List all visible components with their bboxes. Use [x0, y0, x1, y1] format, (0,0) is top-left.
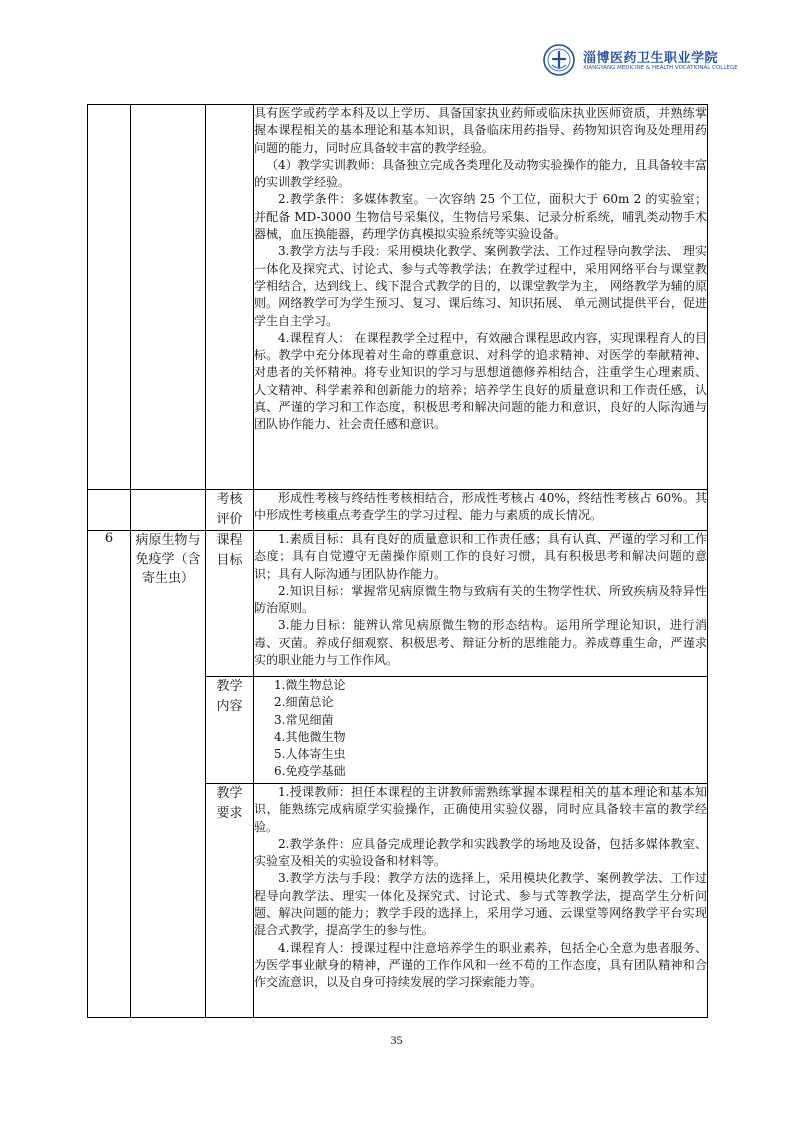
assessment-text [254, 490, 708, 531]
page-number: 35 [390, 1033, 403, 1047]
school-logo [543, 44, 738, 78]
list-item: 1.微生物总论 [274, 678, 346, 692]
course-name: 病原生物与免疫学（含寄生虫） [131, 531, 206, 1018]
paragraph: （4）教学实训教师：具备独立完成各类理化及动物实验操作的能力，且具备较丰富的实训教学经验。 [254, 157, 707, 190]
paragraph: 2.知识目标：掌握常见病原微生物与致病有关的生物学性状、所致疾病及特异性防治原则。 [254, 583, 707, 616]
curriculum-table [87, 104, 708, 1018]
paragraph: 1.素质目标：具有良好的质量意识和工作责任感；具有认真、严谨的学习和工作态度；具有自觉遵守无菌操作原则工作的良好习惯，具有积极思考和解决问题的意识；具有人际沟通与团队协作能力。 [254, 532, 707, 581]
list-item: 2.细菌总论 [274, 695, 334, 710]
paragraph: 3.教学方法与手段：采用模块化教学、案例教学法、工作过程导向教学法、 理实一体化及探究式、讨论式、参与式等教学法；在教学过程中，采用网络平台与课堂教学相结合，达到线上、线下混合式教学的目的，以课堂教学为主， 网络教学为辅的原则。网络教学可为学生预习、复习、课后练习、知识拓展、 单元测试提供平台，促进学生自主学习。 [254, 244, 707, 328]
paragraph: 4.课程育人： 在课程教学全过程中，有效融合课程思政内容，实现课程育人的目标。教学中充分体现着对生命的尊重意识、对科学的追求精神、对医学的奉献精神、对患者的关怀精神。将专业知识的学习与思想道德修养相结合，注重学生心理素质、人文精神、科学素养和创新能力的培养；培养学生良好的质量意识和工作责任感，认真、严谨的学习和工作态度，积极思考和解决问题的能力和意识，良好的人际沟通与团队协作能力、社会责任感和意识。 [254, 330, 707, 432]
assessment-label: 考核 评价 [206, 490, 254, 531]
empty-cell [206, 105, 254, 490]
list-item: 6.免疫学基础 [274, 764, 346, 779]
paragraph: 2.教学条件：多媒体教室。一次容纳 25 个工位，面积大于 60m 2 的实验室； 并配备 MD-3000 生物信号采集仪，生物信号采集、记录分析系统，哺乳类动物手术器械，血压换能器，药理学仿真模拟实验系统等实验设备。 [254, 192, 707, 242]
paragraph: 具有医学或药学本科及以上学历、具备国家执业药师或临床执业医师资质，并熟练掌握本课程相关的基本理论和基本知识，具备临床用药指导、药物知识咨询及处理用药问题的能力，同时应具备较丰富的教学经验。 [254, 106, 707, 155]
table-row [88, 490, 708, 531]
course-goals [254, 531, 708, 677]
paragraph: 1.授课教师：担任本课程的主讲教师需熟练掌握本课程相关的基本理论和基本知识，能熟练完成病原学实验操作，正确使用实验仪器，同时应具备较丰富的教学经验。 [254, 785, 707, 834]
teaching-requirements-label: 教学 要求 [206, 784, 254, 1018]
list-item: 5.人体寄生虫 [274, 747, 346, 762]
paragraph: 形成性考核与终结性考核相结合，形成性考核占 40%，终结性考核占 60%。其中形成性考核重点考查学生的学习过程、能力与素质的成长情况。 [254, 491, 707, 523]
school-name-en: XIANGYANG MEDICINE & HEALTH VOCATIONAL COLLEGE [583, 65, 738, 71]
teaching-content-label: 教学 内容 [206, 677, 254, 784]
paragraph: 2.教学条件：应具备完成理论教学和实践教学的场地及设备，包括多媒体教室、实验室及相关的实验设备和材料等。 [254, 836, 707, 869]
empty-cell [88, 490, 131, 531]
empty-cell [131, 105, 206, 490]
list-item: 4.其他微生物 [274, 729, 346, 744]
paragraph: 3.能力目标：能辨认常见病原微生物的形态结构。运用所学理论知识，进行消毒、灭菌。养成仔细观察、积极思考、辩证分析的思维能力。养成尊重生命，严谨求实的职业能力与工作作风。 [254, 618, 707, 668]
course-goals-label: 课程 目标 [206, 531, 254, 677]
school-name: 淄博医药卫生职业学院 [583, 51, 719, 66]
empty-cell [131, 490, 206, 531]
paragraph: 4.课程育人：授课过程中注意培养学生的职业素养，包括全心全意为患者服务、为医学事业献身的精神，严谨的工作作风和一丝不苟的工作态度，具有团队精神和合作交流意识，以及自身可持续发展的学习探索能力等。 [254, 940, 707, 990]
empty-cell [88, 105, 131, 490]
school-emblem-icon [543, 44, 575, 76]
list-item: 3.常见细菌 [274, 712, 334, 727]
table-row [88, 105, 708, 490]
paragraph: 3.教学方法与手段：教学方法的选择上，采用模块化教学、案例教学法、工作过程导向教学法、理实一体化及探究式、讨论式、参与式等教学法，提高学生分析问题、解决问题的能力；教学手段的选择上，采用学习通、云课堂等网络教学平台实现混合式教学，提高学生的参与性。 [254, 871, 707, 938]
course-number: 6 [88, 531, 131, 1018]
teaching-requirements [254, 784, 708, 1018]
teaching-content-list [254, 677, 708, 784]
table-row [88, 531, 708, 677]
teaching-requirements-continued [254, 105, 708, 490]
